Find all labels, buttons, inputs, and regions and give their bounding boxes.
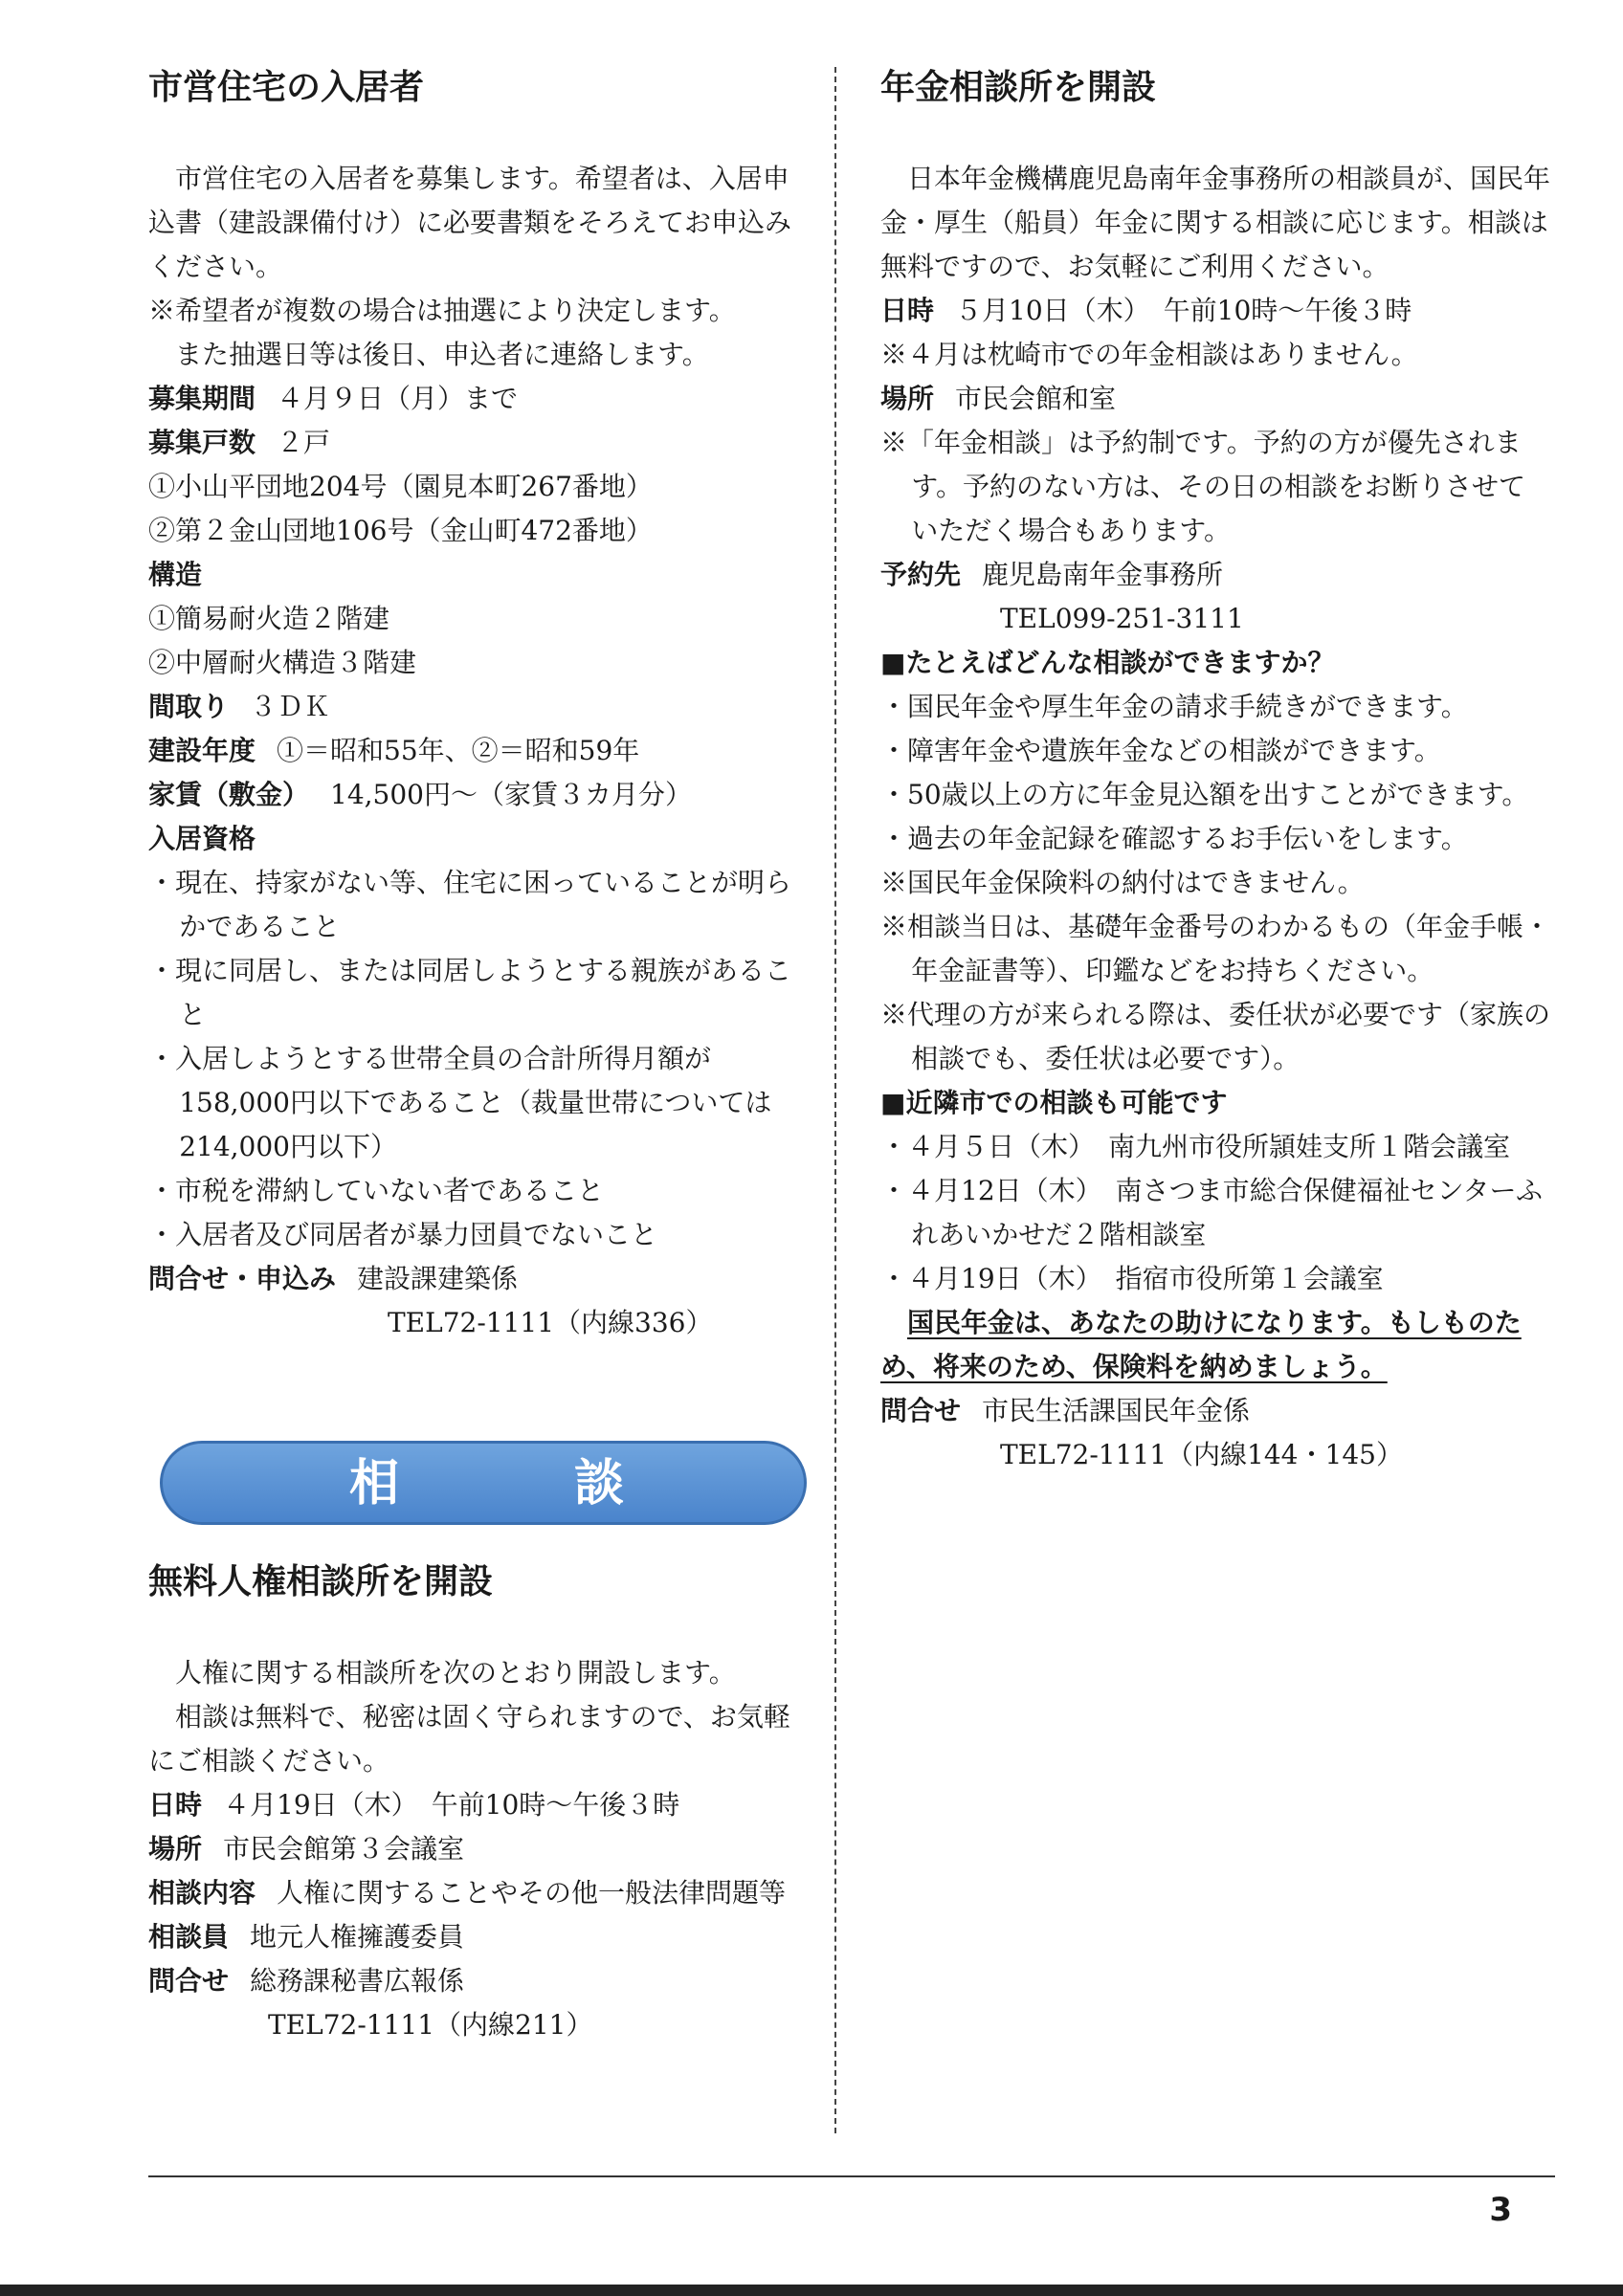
column-divider [834, 67, 836, 2133]
housing-structure-label: 構造 [148, 559, 203, 590]
housing-year: 建設年度 ①＝昭和55年、②＝昭和59年 [148, 735, 640, 766]
rights-content: 相談内容 人権に関することやその他一般法律問題等 [148, 1877, 787, 1909]
housing-unit-2: ②第２金山団地106号（金山町472番地） [148, 515, 653, 546]
rights-intro-2: 相談は無料で、秘密は固く守られますので、お気軽にご相談ください。 [148, 1701, 790, 1777]
rights-staff: 相談員 地元人権擁護委員 [148, 1921, 465, 1953]
left-column [148, 57, 809, 2047]
right-column [880, 57, 1550, 1477]
housing-structure-2: ②中層耐火構造３階建 [148, 647, 417, 678]
bottom-edge-bar [0, 2285, 1623, 2296]
pension-reserve: 予約先 鹿児島南年金事務所 [880, 559, 1224, 590]
pension-note: ※代理の方が来られる際は、委任状が必要です（家族の相談でも、委任状は必要です）。 [880, 999, 1551, 1074]
rights-date: 日時 ４月19日（木） 午前10時～午後３時 [148, 1789, 680, 1821]
pension-note: ※相談当日は、基礎年金番号のわかるもの（年金手帳・年金証書等）、印鑑などをお持ちください。 [880, 911, 1551, 986]
pension-nearby-heading: ■近隣市での相談も可能です [880, 1087, 1228, 1118]
rights-intro-1: 人権に関する相談所を次のとおり開設します。 [175, 1657, 736, 1689]
housing-title: 市営住宅の入居者 [148, 68, 425, 107]
pension-example-item: ・障害年金や遺族年金などの相談ができます。 [880, 735, 1441, 766]
housing-qualification-label: 入居資格 [148, 823, 256, 854]
housing-contact: 問合せ・申込み 建設課建築係 [148, 1263, 519, 1294]
housing-unit-1: ①小山平団地204号（園見本町267番地） [148, 471, 653, 502]
housing-contact-tel: TEL72-1111（内線336） [388, 1307, 713, 1338]
pension-example-item: ・過去の年金記録を確認するお手伝いをします。 [880, 823, 1468, 854]
banner-char-2: 談 [574, 1455, 625, 1512]
pension-contact-tel: TEL72-1111（内線144・145） [1000, 1439, 1403, 1470]
housing-qualification-item: ・市税を滞納していない者であること [148, 1175, 605, 1206]
pension-slogan: 国民年金は、あなたの助けになります。もしものため、将来のため、保険料を納めましょう。 [880, 1307, 1522, 1382]
pension-example-heading: ■たとえばどんな相談ができますか？ [880, 647, 1335, 678]
housing-qualification-item: ・入居者及び同居者が暴力団員でないこと [148, 1219, 658, 1250]
housing-rent: 家賃（敷金） 14,500円～（家賃３カ月分） [148, 779, 692, 810]
housing-layout: 間取り ３ＤＫ [148, 691, 331, 722]
housing-note-contact: また抽選日等は後日、申込者に連絡します。 [175, 339, 709, 370]
housing-qualification-item: ・現に同居し、または同居しようとする親族があること [148, 955, 792, 1030]
page-number: 3 [1489, 2191, 1512, 2229]
pension-date: 日時 ５月10日（木） 午前10時～午後３時 [880, 295, 1412, 326]
housing-units: 募集戸数 ２戸 [148, 427, 331, 458]
housing-period: 募集期間 ４月９日（月）まで [148, 383, 519, 414]
pension-nearby-item: ・４月19日（木） 指宿市役所第１会議室 [880, 1263, 1384, 1294]
pension-example-item: ・50歳以上の方に年金見込額を出すことができます。 [880, 779, 1529, 810]
rights-place: 場所 市民会館第３会議室 [148, 1833, 465, 1865]
pension-contact: 問合せ 市民生活課国民年金係 [880, 1395, 1251, 1426]
pension-reserve-tel: TEL099-251-3111 [1000, 603, 1244, 634]
pension-reservation-note: ※「年金相談」は予約制です。予約の方が優先されます。予約のない方は、その日の相談をお断りさせていただく場合もあります。 [880, 427, 1525, 546]
footer-rule [148, 2175, 1555, 2177]
pension-note: ※国民年金保険料の納付はできません。 [880, 867, 1365, 898]
pension-title: 年金相談所を開設 [880, 68, 1157, 107]
housing-intro: 市営住宅の入居者を募集します。希望者は、入居申込書（建設課備付け）に必要書類をそろえてお申込みください。 [148, 163, 792, 282]
pension-nearby-item: ・４月12日（木） 南さつま市総合保健福祉センターふれあいかせだ２階相談室 [880, 1175, 1543, 1250]
rights-contact-tel: TEL72-1111（内線211） [268, 2009, 593, 2041]
rights-contact: 問合せ 総務課秘書広報係 [148, 1965, 465, 1997]
pension-intro: 日本年金機構鹿児島南年金事務所の相談員が、国民年金・厚生（船員）年金に関する相談に応じます。相談は無料ですので、お気軽にご利用ください。 [880, 163, 1551, 282]
pension-nearby-item: ・４月５日（木） 南九州市役所頴娃支所１階会議室 [880, 1131, 1511, 1162]
housing-qualification-item: ・入居しようとする世帯全員の合計所得月額が158,000円以下であること（裁量世帯については214,000円以下） [148, 1043, 772, 1162]
banner-char-1: 相 [349, 1455, 400, 1512]
pension-april-note: ※４月は枕崎市での年金相談はありません。 [880, 339, 1418, 370]
housing-note-lottery: ※希望者が複数の場合は抽選により決定します。 [148, 295, 736, 326]
housing-structure-1: ①簡易耐火造２階建 [148, 603, 390, 634]
consultation-banner [160, 1441, 807, 1525]
rights-title: 無料人権相談所を開設 [148, 1562, 494, 1601]
pension-place: 場所 市民会館和室 [880, 383, 1117, 414]
housing-qualification-item: ・現在、持家がない等、住宅に困っていることが明らかであること [148, 867, 792, 942]
pension-example-item: ・国民年金や厚生年金の請求手続きができます。 [880, 691, 1468, 722]
